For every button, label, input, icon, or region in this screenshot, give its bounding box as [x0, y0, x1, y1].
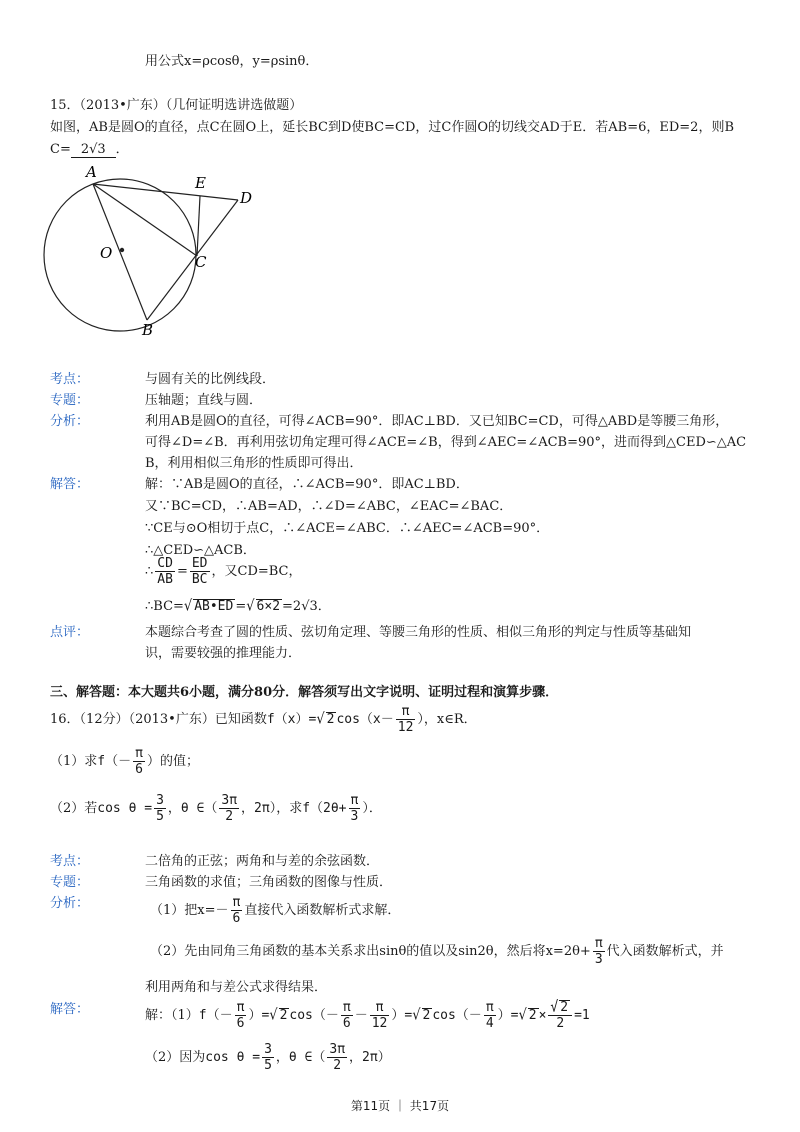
theta-in: ，θ ∈（ [167, 801, 218, 816]
fraction-denominator: 2 [333, 1058, 342, 1073]
radicand: 2 [279, 1008, 288, 1023]
therefore-symbol: ∴ [145, 564, 154, 579]
q16-kaodian-label: 考点： [50, 854, 90, 869]
fraction-numerator: 3π [221, 793, 238, 808]
radicand: 6×2 [256, 599, 281, 614]
part1-suffix: ）的值； [146, 754, 199, 769]
part1-prefix: （1）求 [50, 754, 98, 769]
fenxi2-prefix: （2）先由同角三角函数的基本关系求出sinθ的值以及sin2θ，然后将x=2θ+ [150, 944, 591, 959]
fraction-numerator: CD [157, 556, 173, 571]
fenxi1-suffix: 直接代入函数解析式求解． [244, 903, 401, 918]
section-heading: 三、解答题：本大题共6小题，满分80分．解答须写出文字说明、证明过程和演算步骤． [50, 685, 559, 700]
equals-sign: ）= [248, 1008, 270, 1023]
fraction-numerator: 3 [264, 1042, 272, 1057]
fraction-denominator: 4 [485, 1016, 494, 1031]
segment-ad [93, 184, 238, 200]
q16-fenxi-line1 [150, 895, 400, 926]
fraction-denominator: 3 [594, 952, 603, 967]
bc-prefix: ∴BC= [145, 599, 184, 614]
radicand: AB•ED [194, 599, 234, 614]
q15-text-prefix: C= [50, 142, 71, 157]
center-point-o [120, 248, 124, 252]
q16-solution-part2 [145, 1042, 391, 1073]
q15-text-line2 [50, 138, 129, 157]
q15-solution-line: ∵CE与⊙O相切于点C，∴∠ACE=∠ABC．∴∠AEC=∠ACB=90°． [145, 521, 550, 536]
fraction-denominator: AB [157, 572, 173, 587]
tangent-ce [197, 196, 200, 256]
q15-dianping-line: 本题综合考查了圆的性质、弦切角定理、等腰三角形的性质、相似三角形的判定与性质等基础知 [145, 625, 692, 640]
q15-answer: 2√3 [80, 142, 106, 157]
q15-zhuanti: 压轴题；直线与圆． [145, 393, 263, 408]
function-call: f（－ [97, 754, 132, 769]
q15-dianping-line: 识，需要较强的推理能力． [145, 646, 302, 661]
cos-expression: cos（－ [432, 1008, 482, 1023]
q15-fenxi-line: 可得∠D=∠B．再利用弦切角定理可得∠ACE=∠B，得到∠AEC=∠ACB=90°，进而得到△CED∽△AC [145, 435, 747, 450]
cos-theta: cos θ = [205, 1050, 261, 1065]
q15-text-suffix: ． [115, 142, 129, 157]
part2-end: ）． [362, 801, 382, 816]
q16-header-suffix: ），x∈R． [417, 712, 477, 727]
fraction-numerator: π [485, 1000, 494, 1015]
q16-zhuanti-label: 专题： [50, 875, 90, 890]
q16-header-prefix: 16．（12分）（2013•广东）已知函数 [50, 712, 267, 727]
equals-sign: ）= [497, 1008, 519, 1023]
q15-solution-line: 又∵BC=CD，∴AB=AD，∴∠D=∠ABC，∠EAC=∠BAC． [145, 499, 513, 514]
fraction-denominator: 12 [371, 1016, 388, 1031]
function-name: f（x）= [266, 712, 317, 727]
cos-expression: cos（－ [289, 1008, 339, 1023]
fraction-denominator: 3 [350, 809, 359, 824]
equals-sign: = [176, 564, 188, 579]
function-call: f（－ [198, 1008, 233, 1023]
minus-sign: － [354, 1008, 368, 1023]
bc-result: =2√3． [282, 599, 331, 614]
q15-ratio-line [145, 556, 302, 587]
radicand: 2 [528, 1008, 537, 1023]
fraction-numerator: ED [191, 556, 208, 571]
q16-zhuanti: 三角函数的求值；三角函数的图像与性质． [145, 875, 393, 890]
q16-solution-part1: 解：（1）f（－ $\frac{\pi}{6}$ ）=√ 2 cos（－ $\frac{\pi}{6}$ － $\frac{\pi}{12}$ ）=√ 2 cos（－ $\frac{\pi}{4}$ ）=√ 2 × $\frac{√ 2}{2}$ =1 [145, 998, 590, 1031]
equals-sign: ）= [391, 1008, 413, 1023]
fraction-denominator: 12 [397, 720, 414, 735]
circle-geometry-figure [40, 160, 270, 340]
fraction-denominator: 6 [135, 762, 143, 777]
fraction-numerator: 3π [329, 1042, 346, 1057]
q15-text-line1: 如图，AB是圆O的直径，点C在圆O上，延长BC到D使BC=CD，过C作圆O的切线交AD于E．若AB=6，ED=2，则B [50, 120, 735, 135]
q15-bc-result-line: ∴BC=√ AB•ED =√ 6×2 =2√3． [145, 597, 331, 616]
q16-fenxi-label: 分析： [50, 896, 90, 911]
q15-zhuanti-label: 专题： [50, 393, 90, 408]
q16-header: 16．（12分）（2013•广东）已知函数f（x）=√ 2 cos（x－ $\frac{\pi}{12}$ ），x∈R． [50, 704, 477, 735]
q16-fenxi-line2 [150, 936, 724, 967]
fraction-numerator: π [396, 704, 416, 720]
cos-theta: cos θ = [97, 801, 153, 816]
fraction-numerator: π [232, 895, 241, 910]
q16-part2 [50, 793, 382, 824]
radicand: 2 [326, 712, 335, 727]
q15-jieda-label: 解答： [50, 477, 90, 492]
fraction-denominator: 2 [225, 809, 234, 824]
fenxi2-suffix: 代入函数解析式，并 [606, 944, 724, 959]
cos-expression: cos（x－ [336, 712, 394, 727]
circle-o [44, 179, 196, 331]
fraction-denominator: 5 [156, 809, 164, 824]
label-b: B [142, 321, 154, 339]
label-o: O [100, 244, 113, 262]
interval-end: ，2π） [349, 1050, 391, 1065]
q16-part1 [50, 746, 199, 777]
q15-fenxi-line: B，利用相似三角形的性质即可得出． [145, 456, 363, 471]
fraction-numerator: 3 [156, 793, 164, 808]
label-d: D [240, 189, 253, 207]
fraction-denominator: 5 [264, 1058, 272, 1073]
label-e: E [195, 174, 206, 192]
q15-kaodian: 与圆有关的比例线段． [145, 372, 276, 387]
sol2-prefix: （2）因为 [145, 1050, 206, 1065]
q15-fenxi-line: 利用AB是圆O的直径，可得∠ACB=90°．即AC⊥BD．又已知BC=CD，可得△ABD是等腰三角形， [145, 414, 729, 429]
fraction-denominator: 6 [236, 1016, 245, 1031]
fraction-numerator: π [342, 1000, 351, 1015]
fraction-denominator: 2 [556, 1016, 565, 1031]
equals-sign: = [235, 599, 247, 614]
times-sign: × [538, 1008, 547, 1023]
previous-answer-tail: 用公式x=ρcosθ，y=ρsinθ． [145, 54, 319, 69]
label-c: C [195, 253, 207, 271]
q15-header: 15．（2013•广东）（几何证明选讲选做题） [50, 98, 303, 113]
q15-solution-line: ∴△CED∽△ACB． [145, 543, 256, 558]
q15-solution-line: 解：∵AB是圆O的直径，∴∠ACB=90°．即AC⊥BD． [145, 477, 469, 492]
radicand: 2 [422, 1008, 431, 1023]
fraction-numerator: π [135, 746, 143, 761]
fraction-denominator: 6 [342, 1016, 351, 1031]
fraction-numerator: π [370, 1000, 390, 1016]
q15-dianping-label: 点评： [50, 625, 90, 640]
q16-kaodian: 二倍角的正弦；两角和与差的余弦函数． [145, 854, 380, 869]
interval-end: ，2π），求 [241, 801, 303, 816]
q16-fenxi-line3: 利用两角和与差公式求得结果． [145, 980, 328, 995]
q16-jieda-label: 解答： [50, 1002, 90, 1017]
part2-prefix: （2）若 [50, 801, 98, 816]
ratio-suffix: ，又CD=BC， [211, 564, 302, 579]
function-call: f（2θ+ [302, 801, 347, 816]
q15-fenxi-label: 分析： [50, 414, 90, 429]
page-footer: 第11页 ｜ 共17页 [350, 1099, 450, 1113]
fraction-numerator: π [594, 936, 603, 951]
q15-answer-blank [71, 142, 116, 158]
segment-bd [147, 200, 238, 320]
fraction-denominator: BC [191, 572, 208, 587]
fraction-numerator: π [350, 793, 359, 808]
sol1-prefix: 解：（1） [145, 1008, 199, 1023]
radicand: 2 [560, 1000, 569, 1015]
result: =1 [574, 1008, 590, 1023]
q15-kaodian-label: 考点： [50, 372, 90, 387]
theta-in: ，θ ∈（ [275, 1050, 326, 1065]
fraction-denominator: 6 [232, 911, 241, 926]
fenxi1-prefix: （1）把x=－ [150, 903, 229, 918]
fraction-numerator: π [236, 1000, 245, 1015]
label-a: A [86, 163, 97, 181]
